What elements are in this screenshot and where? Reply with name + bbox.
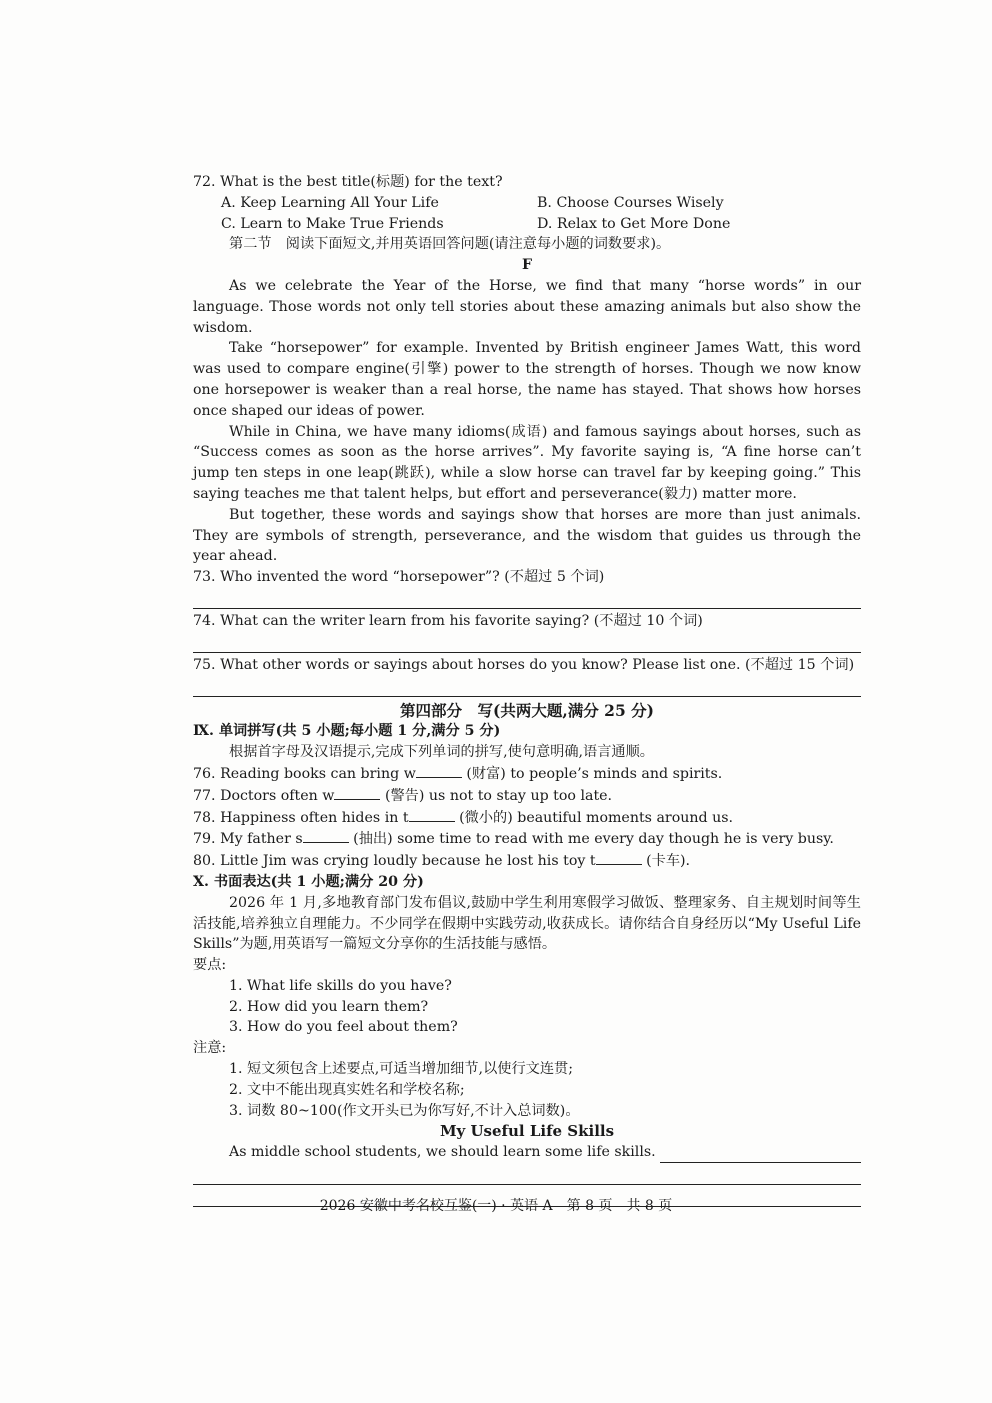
- passage-paragraph: As we celebrate the Year of the Horse, we find that many “horse words” in our language. Those words not only tell stories about these amazing animals but also show the wisdom.: [193, 277, 861, 336]
- passage-paragraph: Take “horsepower” for example. Invented by British engineer James Watt, this word was used to compare engine(引擎) power to the strength of horses. Though we now know one horsepower is weaker than a real horse, the name has stayed. That shows how horses once shaped our ideas of power.: [193, 340, 861, 419]
- spelling-77: 77. Doctors often w (警告) us not to stay up too late.: [193, 785, 861, 807]
- option-d[interactable]: D. Relax to Get More Done: [537, 215, 731, 232]
- key-points-label: 要点:: [193, 957, 227, 974]
- option-c[interactable]: C. Learn to Make True Friends: [221, 215, 444, 232]
- note: 2. 文中不能出现真实姓名和学校名称;: [229, 1081, 465, 1098]
- exam-page: [193, 172, 861, 1207]
- spelling-78: 78. Happiness often hides in t (微小的) beautiful moments around us.: [193, 807, 861, 829]
- note: 1. 短文须包含上述要点,可适当增加细节,以使行文连贯;: [229, 1061, 573, 1078]
- blank-80[interactable]: [596, 850, 642, 865]
- x-prompt: 2026 年 1 月,多地教育部门发布倡议,鼓励中学生利用寒假学习做饭、整理家务、自主规划时间等生活技能,培养独立自理能力。不少同学在假期中实践劳动,收获成长。请你结合自身经历以“My Useful Life Skills”为题,用英语写一篇短文分享你的生活技能与感悟。: [193, 894, 861, 953]
- question-73: 73. Who invented the word “horsepower”? (不超过 5 个词): [193, 569, 605, 586]
- options-row-2: [193, 214, 861, 235]
- question-75: 75. What other words or sayings about horses do you know? Please list one. (不超过 15 个词): [193, 656, 855, 673]
- question-74: 74. What can the writer learn from his favorite saying? (不超过 10 个词): [193, 612, 703, 629]
- passage-paragraph: While in China, we have many idioms(成语) and famous sayings about horses, such as “Success comes as soon as the horse arrives”. My favorite saying is, “A fine horse can’t jump ten steps in one leap(跳跃), while a slow horse can travel far by keeping going.” This saying teaches me that talent helps, but effort and perseverance(毅力) matter more.: [193, 423, 861, 502]
- answer-line-73[interactable]: [193, 588, 861, 609]
- essay-title: My Useful Life Skills: [439, 1122, 615, 1141]
- section2-instruction: 第二节 阅读下面短文,并用英语回答问题(请注意每小题的词数要求)。: [229, 236, 671, 253]
- notes-label: 注意:: [193, 1040, 227, 1057]
- blank-76[interactable]: [416, 763, 462, 778]
- ix-instruction: 根据首字母及汉语提示,完成下列单词的拼写,使句意明确,语言通顺。: [229, 744, 654, 761]
- x-heading: Ⅹ. 书面表达(共 1 小题;满分 20 分): [193, 873, 424, 890]
- passage-paragraph: But together, these words and sayings show that horses are more than just animals. They are symbols of strength, perseverance, and the wisdom that guides us through the year ahead.: [193, 506, 861, 565]
- essay-writing-line[interactable]: [660, 1146, 861, 1163]
- page-footer: 2026 安徽中考名校互鉴(一) · 英语 A 第 8 页 共 8 页: [319, 1198, 673, 1214]
- spelling-79: 79. My father s (抽出) some time to read with me every day though he is very busy.: [193, 828, 861, 850]
- note: 3. 词数 80~100(作文开头已为你写好,不计入总词数)。: [229, 1102, 580, 1119]
- spelling-76: 76. Reading books can bring w (财富) to people’s minds and spirits.: [193, 763, 861, 785]
- blank-77[interactable]: [334, 785, 380, 800]
- essay-start-text: As middle school students, we should learn some life skills.: [229, 1144, 656, 1161]
- ix-heading: Ⅸ. 单词拼写(共 5 小题;每小题 1 分,满分 5 分): [193, 723, 501, 740]
- option-a[interactable]: A. Keep Learning All Your Life: [221, 194, 439, 211]
- answer-line-75[interactable]: [193, 676, 861, 697]
- spelling-80: 80. Little Jim was crying loudly because he lost his toy t (卡车).: [193, 850, 861, 872]
- blank-78[interactable]: [409, 807, 455, 822]
- essay-start-line: [193, 1142, 861, 1163]
- blank-79[interactable]: [303, 828, 349, 843]
- essay-writing-line[interactable]: [193, 1163, 861, 1185]
- options-row-1: [193, 193, 861, 214]
- key-point: 2. How did you learn them?: [229, 998, 429, 1015]
- option-b[interactable]: B. Choose Courses Wisely: [537, 194, 724, 211]
- key-point: 3. How do you feel about them?: [229, 1019, 458, 1036]
- part4-title: 第四部分 写(共两大题,满分 25 分): [400, 700, 654, 720]
- answer-line-74[interactable]: [193, 632, 861, 653]
- key-point: 1. What life skills do you have?: [229, 977, 452, 994]
- question-72: 72. What is the best title(标题) for the text?: [193, 174, 503, 190]
- passage-label: F: [521, 257, 533, 274]
